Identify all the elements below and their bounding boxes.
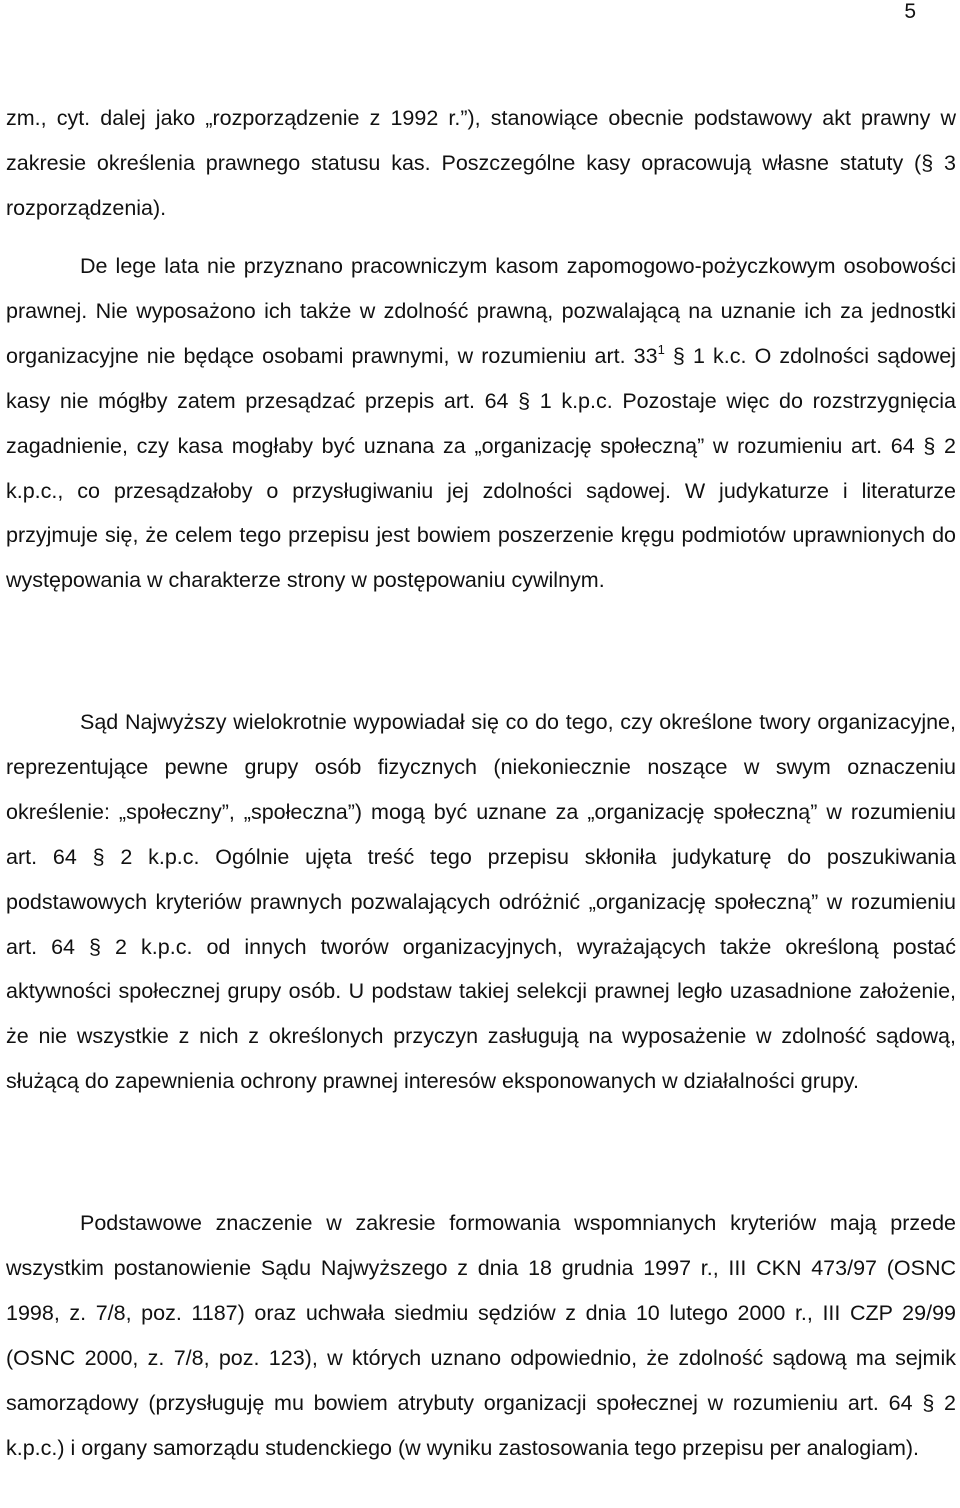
paragraph-2-text-b: § 1 k.c. O zdolności sądowej kasy nie mógłby zatem przesądzać przepis art. 64 § 1 k.p.c. Pozostaje więc do rozstrzygnięcia zagadnienie, czy kasa mogłaby być uznana za „organizację społeczną” w rozumieniu art. 64 § 2 k.p.c., co przesądzałoby o przysługiwaniu jej zdolności sądowej. W judykaturze i literaturze przyjmuje się, że celem tego przepisu jest bowiem poszerzenie kręgu podmiotów uprawnionych do występowania w charakterze strony w postępowaniu cywilnym.	[6, 343, 956, 593]
paragraph-2-text-a: De lege lata nie przyznano pracowniczym kasom zapomogowo-pożyczkowym osobowości prawnej. Nie wyposażono ich także w zdolność prawną, pozwalającą na uznanie ich za jednostki organizacyjne nie będące osobami prawnymi, w rozumieniu art. 33	[6, 254, 956, 368]
superscript-1: 1	[657, 341, 665, 357]
paragraph-4: Podstawowe znaczenie w zakresie formowania wspomnianych kryteriów mają przede wszystkim postanowienie Sądu Najwyższego z dnia 18 grudnia 1997 r., III CKN 473/97 (OSNC 1998, z. 7/8, poz. 1187) oraz uchwała siedmiu sędziów z dnia 10 lutego 2000 r., III CZP 29/99 (OSNC 2000, z. 7/8, poz. 123), w których uznano odpowiednio, że zdolność sądową ma sejmik samorządowy (przysługuję mu bowiem atrybuty organizacji społecznej w rozumieniu art. 64 § 2 k.p.c.) i organy samorządu studenckiego (w wyniku zastosowania tego przepisu per analogiam).	[6, 1211, 956, 1460]
paragraph-1: zm., cyt. dalej jako „rozporządzenie z 1992 r.”), stanowiące obecnie podstawowy akt prawny w zakresie określenia prawnego statusu kas. Poszczególne kasy opracowują własne statuty (§ 3 rozporządzenia).	[6, 106, 956, 220]
paragraph-3: Sąd Najwyższy wielokrotnie wypowiadał się co do tego, czy określone twory organizacyjne, reprezentujące pewne grupy osób fizycznych (niekoniecznie noszące w swym oznaczeniu określenie: „społeczny”, „społeczna”) mogą być uznane za „organizację społeczną” w rozumieniu art. 64 § 2 k.p.c. Ogólnie ujęta treść tego przepisu skłoniła judykaturę do poszukiwania podstawowych kryteriów prawnych pozwalających odróżnić „organizację społeczną” w rozumieniu art. 64 § 2 k.p.c. od innych tworów organizacyjnych, wyrażających także określoną postać aktywności społecznej grupy osób. U podstaw takiej selekcji prawnej legło uzasadnione założenie, że nie wszystkie z nich z określonych przyczyn zasługują na wyposażenie w zdolność sądową, służącą do zapewnienia ochrony prawnej interesów eksponowanych w działalności grupy.	[6, 710, 956, 1094]
paragraph-2	[6, 244, 956, 603]
page-number: 5	[904, 0, 916, 23]
